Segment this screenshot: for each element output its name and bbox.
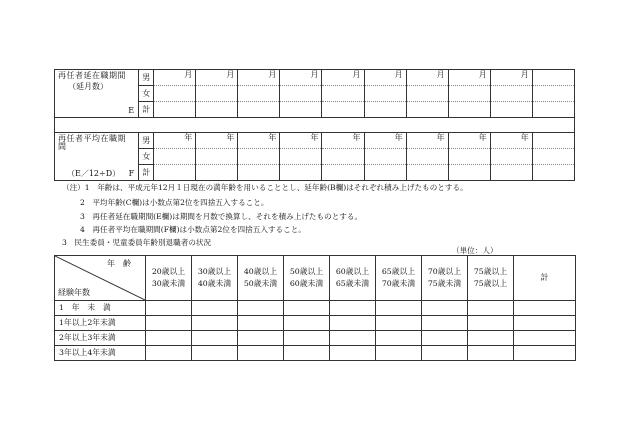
value-cell[interactable] [196,149,238,165]
value-cell[interactable]: 年 [364,133,406,149]
value-cell[interactable] [364,102,406,118]
value-cell[interactable] [490,102,532,118]
value-cell[interactable] [238,165,280,181]
experience-label: 3年以上4年未満 [55,346,146,361]
age-bracket-line1: 50歳以上 [289,266,324,276]
value-cell[interactable]: 年 [322,133,364,149]
value-cell[interactable] [154,149,196,165]
value-cell[interactable] [238,316,284,331]
value-cell[interactable] [330,346,376,361]
experience-axis-label: 経験年数 [58,288,90,297]
value-cell[interactable]: 月 [490,70,532,86]
age-bracket-header [192,256,238,301]
value-cell[interactable]: 年 [280,133,322,149]
value-cell[interactable] [468,346,514,361]
note-1: （注）1 年齢は、平成元年12月１日現在の満年齢を用いることとし、延年齢(B欄)はそれぞれ積み上げたものとする。 [62,183,468,192]
value-cell[interactable] [192,316,238,331]
item-title: 再任者延在職期間 [58,71,126,80]
item-title-cont: 間 [58,142,67,151]
tenure-row [55,133,575,149]
value-cell[interactable] [468,316,514,331]
item-label [55,70,139,118]
total-cell[interactable] [514,346,576,361]
sex-label: 計 [139,165,154,181]
value-cell[interactable] [192,346,238,361]
item-title: 再任者平均在職期 [58,134,126,143]
age-bracket-header [376,256,422,301]
age-bracket-header [468,256,514,301]
value-cell[interactable] [468,301,514,316]
age-bracket-header [284,256,330,301]
note-3: 3 再任者延在職期間(E欄)は期間を月数で換算し、それを積み上げたものとする。 [80,212,363,221]
value-cell[interactable] [330,301,376,316]
age-bracket-line1: 20歳以上 [151,266,186,276]
value-cell[interactable] [284,346,330,361]
value-cell[interactable] [238,346,284,361]
table-row [55,301,576,316]
value-cell[interactable] [238,331,284,346]
value-cell[interactable] [330,316,376,331]
value-cell[interactable]: 年 [490,133,532,149]
value-cell[interactable] [364,86,406,102]
value-cell[interactable] [376,346,422,361]
value-cell[interactable] [238,102,280,118]
value-cell[interactable] [422,316,468,331]
age-bracket-header [146,256,192,301]
value-cell[interactable] [192,301,238,316]
total-cell[interactable] [532,70,574,86]
value-cell[interactable] [146,331,192,346]
experience-label: 1 年 未 満 [55,301,146,316]
value-cell[interactable] [322,165,364,181]
age-bracket-line2: 75歳以上 [473,279,508,288]
value-cell[interactable] [238,86,280,102]
value-cell[interactable] [406,86,448,102]
value-cell[interactable]: 月 [448,70,490,86]
age-bracket-line2: 70歳未満 [381,279,416,288]
total-cell[interactable] [532,86,574,102]
tenure-row [55,70,575,86]
value-cell[interactable] [422,301,468,316]
section-heading: 3 民生委員・児童委員年齢別退職者の状況 [62,238,212,247]
age-axis-label: 年 齢 [107,259,131,268]
value-cell[interactable] [284,331,330,346]
value-cell[interactable] [146,346,192,361]
total-cell[interactable] [514,301,576,316]
value-cell[interactable] [376,301,422,316]
sex-label: 計 [139,102,154,118]
value-cell[interactable]: 月 [196,70,238,86]
age-bracket-line1: 65歳以上 [381,266,416,276]
age-bracket-header [238,256,284,301]
total-cell[interactable] [532,102,574,118]
value-cell[interactable]: 年 [238,133,280,149]
value-cell[interactable] [406,149,448,165]
age-bracket-line1: 40歳以上 [243,266,278,276]
age-bracket-line2: 40歳未満 [197,279,232,288]
value-cell[interactable] [322,149,364,165]
total-cell[interactable] [532,133,574,149]
value-cell[interactable]: 年 [196,133,238,149]
value-cell[interactable] [154,102,196,118]
value-cell[interactable] [490,86,532,102]
value-cell[interactable] [196,86,238,102]
retiree-age-table [54,255,576,361]
value-cell[interactable] [330,331,376,346]
value-cell[interactable] [280,86,322,102]
item-letter: F [128,169,135,178]
age-bracket-line2: 75歳未満 [427,279,462,288]
note-4: 4 再任者平均在職期間(F欄)は小数点第2位を四捨五入すること。 [80,225,306,234]
unit-note: （単位：人） [452,246,498,255]
age-bracket-line1: 75歳以上 [473,266,508,276]
item-letter: E [128,106,135,115]
age-bracket-header [422,256,468,301]
value-cell[interactable]: 月 [238,70,280,86]
table-row [55,346,576,361]
age-bracket-line1: 70歳以上 [427,266,462,276]
age-bracket-header [330,256,376,301]
spacer-row [55,118,575,133]
value-cell[interactable] [490,165,532,181]
value-cell[interactable]: 月 [154,70,196,86]
value-cell[interactable] [238,149,280,165]
value-cell[interactable] [468,331,514,346]
experience-label: 2年以上3年未満 [55,331,146,346]
value-cell[interactable] [280,165,322,181]
value-cell[interactable] [376,331,422,346]
age-bracket-line2: 60歳未満 [289,279,324,288]
table-row [55,316,576,331]
total-cell[interactable] [532,165,574,181]
item-subtitle: （延月数） [68,82,108,91]
note-2: 2 平均年齢(C欄)は小数点第2位を四捨五入すること。 [80,198,269,207]
age-bracket-line2: 50歳未満 [243,279,278,288]
value-cell[interactable]: 月 [322,70,364,86]
value-cell[interactable] [422,346,468,361]
value-cell[interactable] [154,86,196,102]
value-cell[interactable] [364,165,406,181]
value-cell[interactable] [196,165,238,181]
age-bracket-line1: 30歳以上 [197,266,232,276]
value-cell[interactable] [406,102,448,118]
value-cell[interactable] [490,149,532,165]
value-cell[interactable] [448,86,490,102]
value-cell[interactable]: 月 [280,70,322,86]
table-row [55,331,576,346]
value-cell[interactable] [146,316,192,331]
age-bracket-line1: 60歳以上 [335,266,370,276]
value-cell[interactable] [322,102,364,118]
value-cell[interactable] [448,165,490,181]
sex-label: 男 [139,133,154,149]
value-cell[interactable] [146,301,192,316]
sex-label: 女 [139,86,154,102]
value-cell[interactable] [322,86,364,102]
value-cell[interactable]: 月 [406,70,448,86]
value-cell[interactable] [406,165,448,181]
corner-header [55,256,146,301]
total-cell[interactable] [532,149,574,165]
sex-label: 男 [139,70,154,86]
value-cell[interactable]: 月 [364,70,406,86]
value-cell[interactable]: 年 [448,133,490,149]
tenure-table [54,69,575,181]
total-cell[interactable] [514,316,576,331]
value-cell[interactable] [448,102,490,118]
value-cell[interactable] [284,316,330,331]
value-cell[interactable] [238,301,284,316]
value-cell[interactable] [448,149,490,165]
value-cell[interactable]: 年 [406,133,448,149]
value-cell[interactable] [280,102,322,118]
value-cell[interactable] [154,165,196,181]
value-cell[interactable]: 年 [154,133,196,149]
item-formula: （E／12÷D） [67,169,121,178]
experience-label: 1年以上2年未満 [55,316,146,331]
age-bracket-line2: 30歳未満 [151,279,186,288]
value-cell[interactable] [280,149,322,165]
value-cell[interactable] [192,331,238,346]
value-cell[interactable] [422,331,468,346]
total-header: 計 [514,256,576,301]
total-cell[interactable] [514,331,576,346]
header-row [55,256,576,301]
value-cell[interactable] [196,102,238,118]
age-bracket-line2: 65歳未満 [335,279,370,288]
value-cell[interactable] [284,301,330,316]
spacer-cell [55,118,575,133]
value-cell[interactable] [364,149,406,165]
item-label [55,133,139,181]
value-cell[interactable] [376,316,422,331]
sex-label: 女 [139,149,154,165]
